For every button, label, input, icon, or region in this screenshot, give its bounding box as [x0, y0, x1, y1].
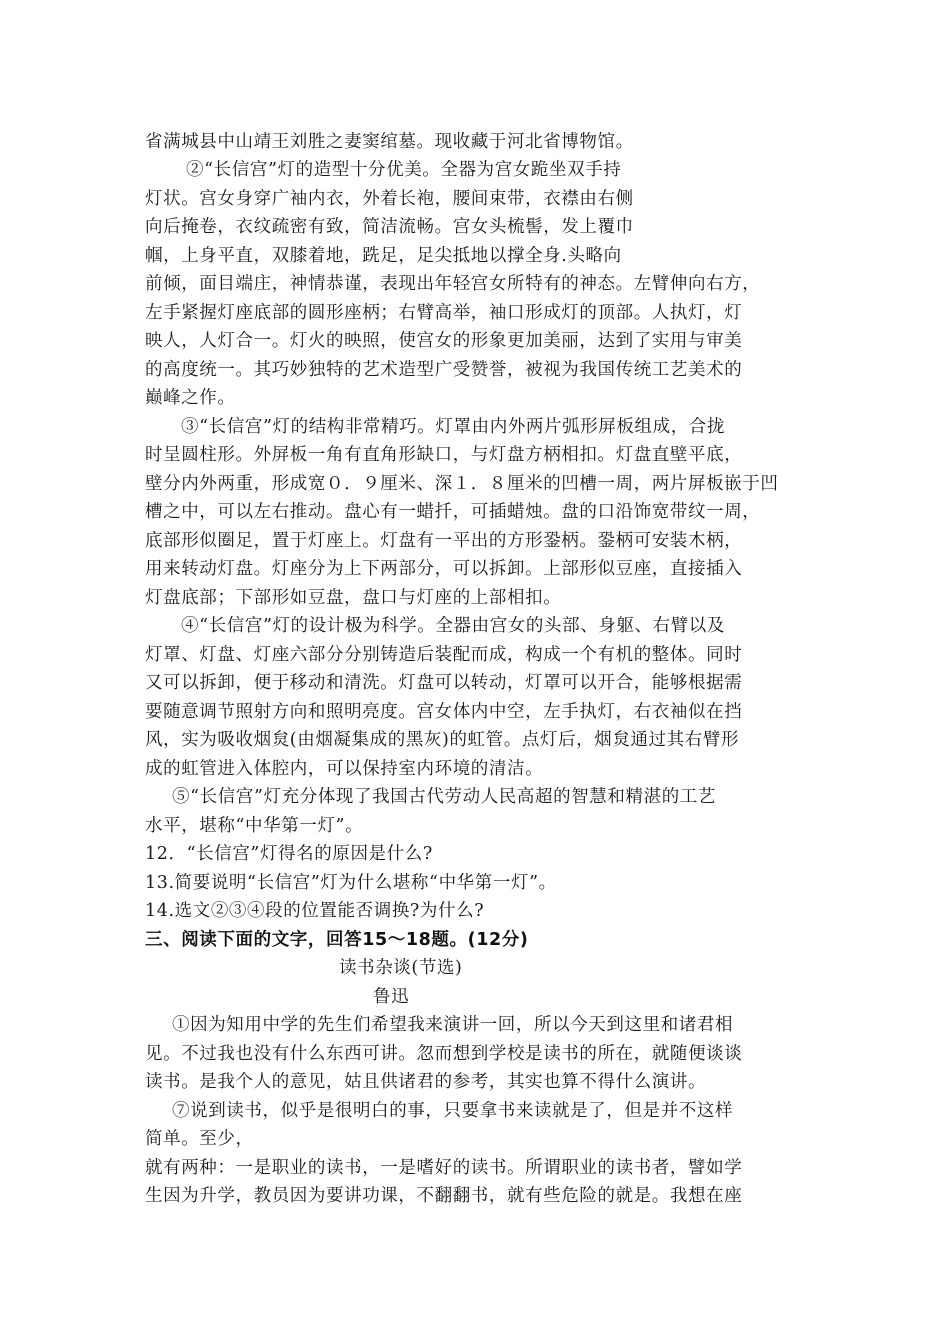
question-12: 12．“长信宫”灯得名的原因是什么? — [145, 844, 433, 864]
question-14: 14.选文②③④段的位置能否调换?为什么? — [145, 901, 485, 921]
paragraph-5-start: ⑤“长信宫”灯充分体现了我国古代劳动人民高超的智慧和精湛的工艺 — [172, 787, 716, 807]
text-line: 成的虹管进入体腔内，可以保持室内环境的清洁。 — [145, 759, 544, 779]
article-author: 鲁迅 — [373, 987, 410, 1007]
text-line: 读书。是我个人的意见，姑且供诸君的参考，其实也算不得什么演讲。 — [145, 1072, 707, 1092]
text-line: 时呈圆柱形。外屏板一角有直角形缺口，与灯盘方柄相扣。灯盘直壁平底， — [145, 445, 743, 465]
text-line: 前倾，面目端庄，神情恭谨，表现出年轻宫女所特有的神态。左臂伸向右方， — [145, 274, 761, 294]
text-line: 灯罩、灯盘、灯座六部分分别铸造后装配而成，构成一个有机的整体。同时 — [145, 645, 743, 665]
text-line: 槽之中，可以左右推动。盘心有一蜡扦，可插蜡烛。盘的口沿饰宽带纹一周， — [145, 502, 761, 522]
text-line: 映人，人灯合一。灯火的映照，使宫女的形象更加美丽，达到了实用与审美 — [145, 331, 743, 351]
paragraph-4-start: ④“长信宫”灯的设计极为科学。全器由宫女的头部、身躯、右臂以及 — [181, 616, 725, 636]
paragraph-2-start: ②“长信宫”灯的造型十分优美。全器为宫女跪坐双手持 — [186, 160, 622, 180]
text-line: 壁分内外两重，形成宽０．９厘米、深１．８厘米的凹槽一周，两片屏板嵌于凹 — [145, 474, 779, 494]
text-line: 要随意调节照射方向和照明亮度。宫女体内中空，左手执灯，右衣袖似在挡 — [145, 702, 743, 722]
text-line: 用来转动灯盘。灯座分为上下两部分，可以拆卸。上部形似豆座，直接插入 — [145, 559, 743, 579]
article-title: 读书杂谈(节选) — [339, 958, 463, 978]
text-line: 的高度统一。其巧妙独特的艺术造型广受赞誉，被视为我国传统工艺美术的 — [145, 360, 743, 380]
paragraph-7-start: ⑦说到读书，似乎是很明白的事，只要拿书来读就是了，但是并不这样 — [172, 1101, 734, 1121]
text-line: 简单。至少， — [145, 1129, 254, 1149]
text-line: 省满城县中山靖王刘胜之妻窦绾墓。现收藏于河北省博物馆。 — [145, 132, 634, 152]
text-line: 见。不过我也没有什么东西可讲。忽而想到学校是读书的所在，就随便谈谈 — [145, 1044, 743, 1064]
text-line: 灯盘底部；下部形如豆盘，盘口与灯座的上部相扣。 — [145, 588, 562, 608]
text-line: 风，实为吸收烟炱(由烟凝集成的黑灰)的虹管。点灯后，烟炱通过其右臂形 — [145, 730, 740, 750]
text-line: 向后掩卷，衣纹疏密有致，简洁流畅。宫女头梳髻，发上覆巾 — [145, 217, 634, 237]
text-line: 水平，堪称“中华第一灯”。 — [145, 816, 364, 836]
text-line: 灯状。宫女身穿广袖内衣，外着长袍，腰间束带，衣襟由右侧 — [145, 189, 634, 209]
text-line: 又可以拆卸，便于移动和清洗。灯盘可以转动，灯罩可以开合，能够根据需 — [145, 673, 743, 693]
question-13: 13.简要说明“长信宫”灯为什么堪称“中华第一灯”。 — [145, 873, 557, 893]
text-line: 帼，上身平直，双膝着地，跣足，足尖抵地以撑全身.头略向 — [145, 246, 622, 266]
text-line: 巅峰之作。 — [145, 388, 236, 408]
text-line: 左手紧握灯座底部的圆形座柄；右臂高举，袖口形成灯的顶部。人执灯，灯 — [145, 303, 743, 323]
paragraph-3-start: ③“长信宫”灯的结构非常精巧。灯罩由内外两片弧形屏板组成，合拢 — [181, 417, 725, 437]
paragraph-1-start: ①因为知用中学的先生们希望我来演讲一回，所以今天到这里和诸君相 — [172, 1015, 734, 1035]
section-heading: 三、阅读下面的文字，回答15～18题。(12分) — [145, 930, 529, 950]
text-line: 就有两种：一是职业的读书，一是嗜好的读书。所谓职业的读书者，譬如学 — [145, 1158, 743, 1178]
text-line: 生因为升学，教员因为要讲功课，不翻翻书，就有些危险的就是。我想在座 — [145, 1186, 743, 1206]
text-line: 底部形似圈足，置于灯座上。灯盘有一平出的方形銎柄。銎柄可安装木柄， — [145, 531, 743, 551]
